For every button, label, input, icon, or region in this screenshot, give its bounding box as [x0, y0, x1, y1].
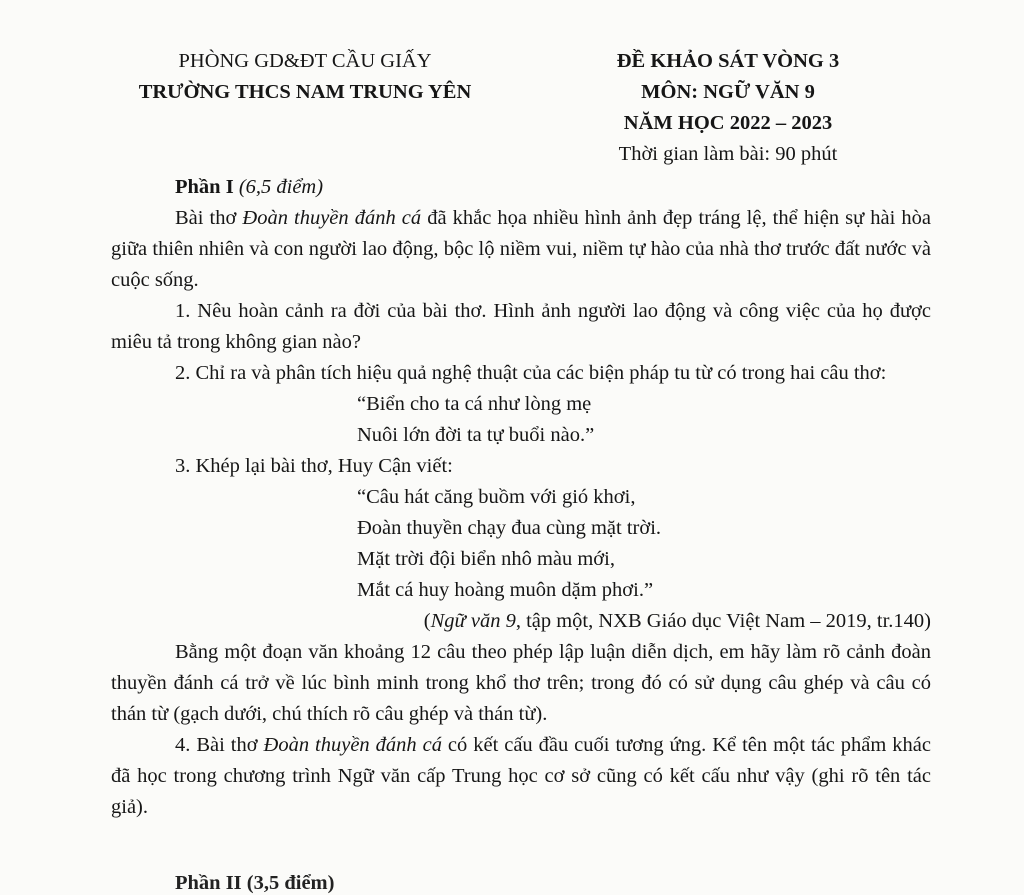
part1-heading	[111, 172, 931, 203]
question-1: 1. Nêu hoàn cảnh ra đời của bài thơ. Hình ảnh người lao động và công việc của họ được miêu tả trong không gian nào?	[111, 300, 931, 353]
exam-title: ĐỀ KHẢO SÁT VÒNG 3	[616, 50, 840, 72]
verse-line: “Biển cho ta cá như lòng mẹ	[357, 393, 592, 415]
question-3: 3. Khép lại bài thơ, Huy Cận viết:	[175, 455, 453, 477]
q2-verse	[111, 389, 931, 451]
exam-header	[592, 46, 864, 170]
part1-title: Phần I	[175, 176, 234, 198]
q3-verse	[111, 482, 931, 606]
part2-heading-cut: Phần II (3,5 điểm)	[175, 872, 335, 894]
source-book: Ngữ văn 9	[430, 610, 516, 632]
question-4	[111, 730, 931, 823]
verse-line: Nuôi lớn đời ta tự buổi nào.”	[357, 424, 595, 446]
q4-text-b: có kết cấu đầu cuối tương ứng. Kể tên một tác phẩm khác đã học trong chương trình Ngữ văn cấp Trung học cơ sở cũng có kết cấu như vậy (ghi rõ tên tác giả).	[111, 734, 932, 818]
intro-text-a: Bài thơ	[175, 207, 243, 229]
verse-line: “Câu hát căng buồm với gió khơi,	[357, 486, 636, 508]
question-2: 2. Chỉ ra và phân tích hiệu quả nghệ thuật của các biện pháp tu từ có trong hai câu thơ:	[175, 362, 887, 384]
part1-intro	[111, 203, 931, 296]
school-name: TRƯỜNG THCS NAM TRUNG YÊN	[138, 81, 472, 103]
verse-line: Mắt cá huy hoàng muôn dặm phơi.”	[357, 579, 654, 601]
school-header	[110, 46, 500, 108]
intro-text-b: đã khắc họa nhiều hình ảnh đẹp tráng lệ, thể hiện sự hài hòa giữa thiên nhiên và con người lao động, bộc lộ niềm vui, niềm tự hào của nhà thơ trước đất nước và cuộc sống.	[111, 207, 931, 291]
exam-subject: MÔN: NGỮ VĂN 9	[641, 81, 815, 103]
department-name: PHÒNG GD&ĐT CẦU GIẤY	[178, 50, 432, 72]
exam-body	[111, 172, 931, 823]
q4-text-a: 4. Bài thơ	[175, 734, 264, 756]
q4-poem-title: Đoàn thuyền đánh cá	[263, 734, 442, 756]
exam-year: NĂM HỌC 2022 – 2023	[623, 112, 833, 134]
verse-line: Đoàn thuyền chạy đua cùng mặt trời.	[357, 517, 662, 539]
verse-source	[111, 606, 931, 637]
part1-points: (6,5 điểm)	[238, 176, 324, 198]
verse-line: Mặt trời đội biển nhô màu mới,	[357, 548, 615, 570]
source-paren: (	[423, 610, 431, 632]
exam-duration: Thời gian làm bài: 90 phút	[618, 143, 838, 165]
source-rest: , tập một, NXB Giáo dục Việt Nam – 2019, tr.140)	[515, 610, 931, 632]
intro-poem-title: Đoàn thuyền đánh cá	[242, 207, 422, 229]
question-3-task: Bằng một đoạn văn khoảng 12 câu theo phép lập luận diễn dịch, em hãy làm rõ cảnh đoàn thuyền đánh cá trở về lúc bình minh trong khổ thơ trên; trong đó có sử dụng câu ghép và câu có thán từ (gạch dưới, chú thích rõ câu ghép và thán từ).	[111, 641, 931, 725]
